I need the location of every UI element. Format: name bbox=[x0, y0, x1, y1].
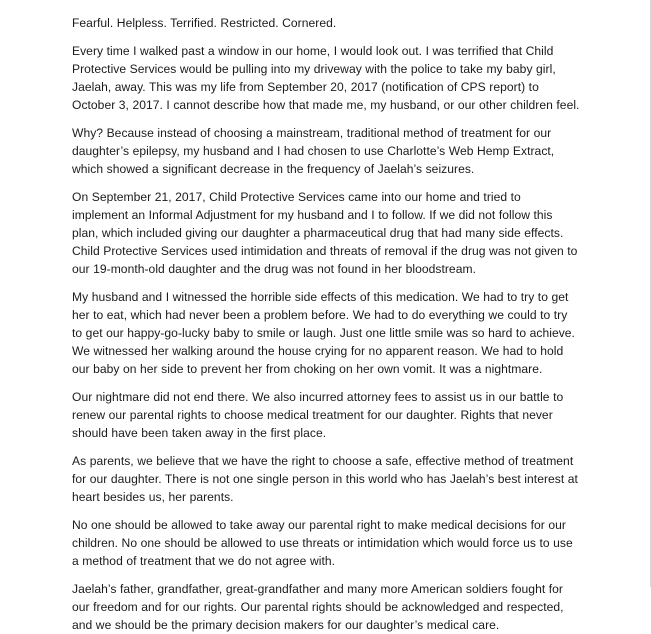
paragraph: No one should be allowed to take away our parental right to make medical decisions for our children. No one should be allowed to use threats or intimidation which would force us to use a method of treatment that we do not agree with. bbox=[72, 518, 573, 568]
paragraph: Our nightmare did not end there. We also incurred attorney fees to assist us in our battle to renew our parental rights to choose medical treatment for our daughter. Rights that never should have been taken away in the first place. bbox=[72, 390, 564, 440]
paragraph: On September 21, 2017, Child Protective Services came into our home and tried to implement an Informal Adjustment for my husband and I to follow. If we did not follow this plan, which included giving our daughter a pharmaceutical drug that had many side effects. Child Protective Services used intimidation and threats of removal if the drug was not given to our 19-month-old daughter and the drug was not found in her bloodstream. bbox=[72, 190, 578, 276]
paragraph: Every time I walked past a window in our home, I would look out. I was terrified that Child Protective Services would be pulling into my driveway with the police to take my baby girl, Jaelah, away. This was my life from September 20, 2017 (notification of CPS report) to October 3, 2017. I cannot describe how that made me, my husband, or our other children feel. bbox=[72, 44, 580, 112]
document-text-body bbox=[72, 14, 580, 634]
paragraph: Fearful. Helpless. Terrified. Restricted. Cornered. bbox=[72, 16, 337, 30]
paragraph: As parents, we believe that we have the right to choose a safe, effective method of treatment for our daughter. There is not one single person in this world who has Jaelah’s best interest at heart besides us, her parents. bbox=[72, 454, 578, 504]
paragraph: Why? Because instead of choosing a mainstream, traditional method of treatment for our daughter’s epilepsy, my husband and I had chosen to use Charlotte’s Web Hemp Extract, which showed a significant decrease in the frequency of Jaelah’s seizures. bbox=[72, 126, 555, 176]
paragraph: Jaelah’s father, grandfather, great-grandfather and many more American soldiers fought for our freedom and for our rights. Our parental rights should be acknowledged and respected, and we should be the primary decision makers for our daughter’s medical care. bbox=[72, 582, 564, 632]
paragraph: My husband and I witnessed the horrible side effects of this medication. We had to try to get her to eat, which had never been a problem before. We had to do everything we could to try to get our happy-go-lucky baby to smile or laugh. Just one little smile was so hard to achieve. We witnessed her walking around the house crying for no apparent reason. We had to hold our baby on her side to prevent her from choking on her own vomit. It was a nightmare. bbox=[72, 290, 575, 376]
